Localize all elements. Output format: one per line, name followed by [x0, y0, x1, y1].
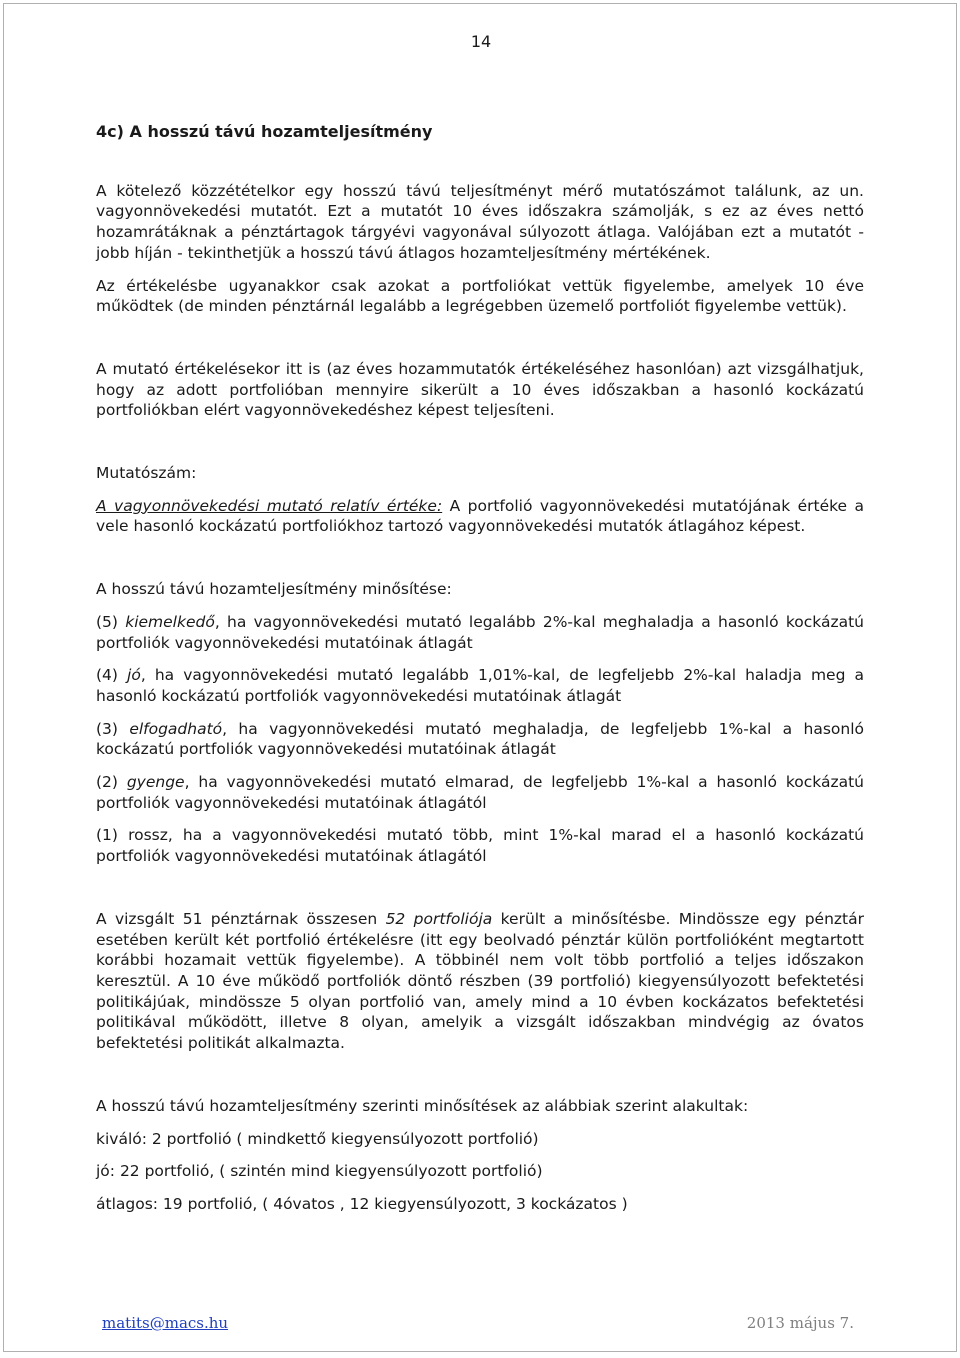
rating-text: , ha vagyonnövekedési mutató legalább 2%-kal meghaladja a hasonló kockázatú portfoliók vagyonnövekedési mutatóinak átlagát [96, 612, 864, 652]
rating-item-2 [96, 772, 864, 813]
rating-item-4 [96, 665, 864, 706]
paragraph-summary [96, 909, 864, 1054]
metric-definition [96, 496, 864, 537]
metric-text: A portfolió vagyonnövekedési mutatójának értéke a vele hasonló kockázatú portfoliókhoz tartozó vagyonnövekedési mutatók átlagához képest. [96, 496, 864, 536]
summary-emphasis: 52 portfoliója [385, 909, 493, 928]
rating-prefix: (1) [96, 826, 129, 845]
rating-item-3 [96, 719, 864, 760]
page-number: 14 [470, 32, 492, 51]
page-content [96, 122, 864, 1215]
rating-term: jó [127, 666, 141, 685]
summary-text: került a minősítésbe. Mindössze egy pénztár esetében került két portfolió értékelésre (itt egy beolvadó pénztár külön portfolióként megtartott korábbi hozamait vettük figyelembe). A többinél nem volt több portfolió a teljes időszakon keresztül. A 10 éve működő portfoliók döntő részben (39 portfolió) kiegyensúlyozott befektetési politikájúak, mindössze 5 olyan portfolió van, amely mind a 10 évben kockázatos befektetési politikával működött, illetve 8 olyan, amelyik a vizsgált időszakban mindvégig az óvatos befektetési politikát alkalmazta. [96, 909, 864, 1053]
results-title: A hosszú távú hozamteljesítmény szerinti minősítések az alábbiak szerint alakultak: [96, 1096, 749, 1115]
section-heading: 4c) A hosszú távú hozamteljesítmény [96, 122, 433, 141]
result-line-kivalo: kiváló: 2 portfolió ( mindkettő kiegyensúlyozott portfolió) [96, 1129, 539, 1148]
rating-item-5 [96, 612, 864, 653]
paragraph-intro: A kötelező közzétételkor egy hosszú távú teljesítményt mérő mutatószámot találunk, az un. vagyonnövekedési mutatót. Ezt a mutatót 10 éves időszakra számolják, s ez az éves nettó hozamrátáknak a pénztártagok tárgyévi vagyonával súlyozott átlaga. Valójában ezt a mutatót - jobb híján - tekinthetjük a hosszú távú átlagos hozamteljesítmény mértékének. [96, 181, 864, 262]
paragraph-evaluation: A mutató értékelésekor itt is (az éves hozammutatók értékeléséhez hasonlóan) azt vizsgálhatjuk, hogy az adott portfolióban mennyire sikerült a 10 éves időszakban a hasonló kockázatú portfoliókban elért vagyonnövekedéshez képest teljesíteni. [96, 359, 864, 420]
summary-text: A vizsgált 51 pénztárnak összesen [96, 909, 386, 928]
rating-prefix: (5) [96, 612, 126, 631]
rating-text: , ha vagyonnövekedési mutató legalább 1,01%-kal, de legfeljebb 2%-kal haladja meg a hasonló kockázatú portfoliók vagyonnövekedési mutatóinak átlagát [96, 666, 865, 705]
rating-text: , ha vagyonnövekedési mutató elmarad, de legfeljebb 1%-kal a hasonló kockázatú portfoliók vagyonnövekedési mutatóinak átlagától [96, 773, 864, 812]
document-page [3, 3, 957, 1352]
rating-item-1 [96, 825, 864, 866]
result-line-atlagos: átlagos: 19 portfolió, ( 4óvatos , 12 kiegyensúlyozott, 3 kockázatos ) [96, 1194, 628, 1213]
paragraph-portfolio-scope: Az értékelésbe ugyanakkor csak azokat a portfoliókat vettük figyelembe, amelyek 10 éve működtek (de minden pénztárnál legalább a legrégebben üzemelő portfoliót figyelembe vettük). [96, 276, 864, 316]
rating-prefix: (2) [96, 773, 127, 792]
footer-date: 2013 május 7. [746, 1314, 854, 1332]
metric-term: A vagyonnövekedési mutató relatív értéke: [96, 496, 443, 515]
result-line-jo: jó: 22 portfolió, ( szintén mind kiegyensúlyozott portfolió) [96, 1162, 543, 1181]
rating-term: elfogadható [129, 719, 223, 738]
rating-prefix: (4) [96, 666, 128, 685]
rating-term: gyenge [126, 773, 185, 792]
rating-text: , ha vagyonnövekedési mutató meghaladja, de legfeljebb 1%-kal a hasonló kockázatú portfoliók vagyonnövekedési mutatóinak átlagát [96, 719, 865, 759]
rating-prefix: (3) [96, 719, 130, 738]
metric-label: Mutatószám: [96, 464, 197, 483]
rating-title: A hosszú távú hozamteljesítmény minősítése: [96, 580, 452, 599]
rating-term: kiemelkedő [125, 612, 215, 631]
footer-email-link[interactable]: matits@macs.hu [102, 1314, 229, 1332]
rating-text: rossz, ha a vagyonnövekedési mutató több, mint 1%-kal marad el a hasonló kockázatú portfoliók vagyonnövekedési mutatóinak átlagától [96, 826, 864, 866]
